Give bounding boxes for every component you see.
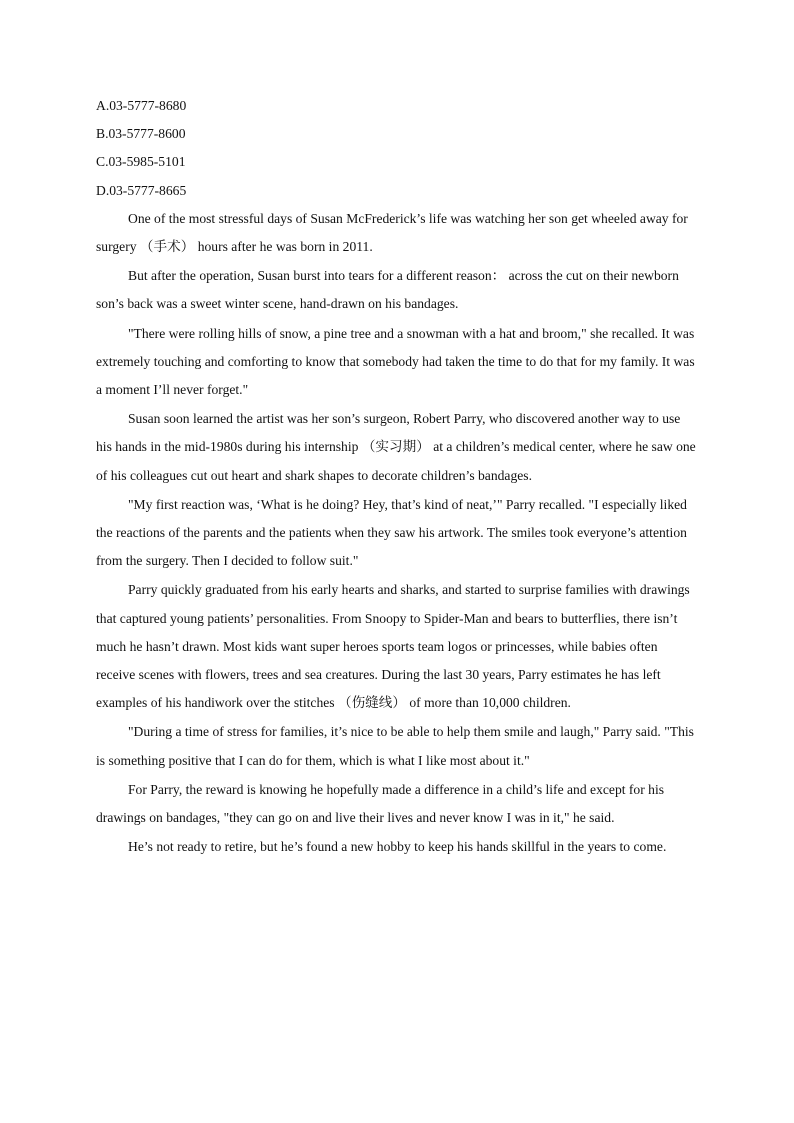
answer-options — [96, 92, 696, 205]
paragraph-7: "During a time of stress for families, it’s nice to be able to help them smile and laugh," Parry said. "This is something positive that I can do for them, which is what I like most about it." — [96, 724, 694, 768]
paragraph-5: "My first reaction was, ‘What is he doing? Hey, that’s kind of neat,’" Parry recalled. "I especially liked the reactions of the parents and the patients when they saw his artwork. The smiles took everyone’s attention from the surgery. Then I decided to follow suit." — [96, 496, 687, 569]
paragraph-8: For Parry, the reward is knowing he hopefully made a difference in a child’s life and except for his drawings on bandages, "they can go on and live their lives and never know I was in it," he said. — [96, 781, 665, 826]
paragraph-1: One of the most stressful days of Susan McFrederick’s life was watching her son get wheeled away for surgery （手术） hours after he was born in 2011. — [96, 210, 688, 255]
option-a: A.03-5777-8680 — [96, 98, 187, 113]
option-c: C.03-5985-5101 — [96, 154, 186, 170]
paragraph-6: Parry quickly graduated from his early hearts and sharks, and started to surprise families with drawings that captured young patients’ personalities. From Snoopy to Spider-Man and bears to butterflies, there isn’t much he hasn’t drawn. Most kids want super heroes sports team logos or princesses, while babies often receive scenes with flowers, trees and sea creatures. During the last 30 years, Parry estimates he has left examples of his handiwork over the stitches （伤缝线） of more than 10,000 children. — [96, 582, 690, 711]
paragraph-3: "There were rolling hills of snow, a pine tree and a snowman with a hat and broom," she recalled. It was extremely touching and comforting to know that somebody had taken the time to do that for my family. It was a moment I’ll never forget." — [96, 325, 695, 398]
option-d: D.03-5777-8665 — [96, 182, 187, 198]
document-page — [96, 92, 696, 861]
paragraph-9: He’s not ready to retire, but he’s found a new hobby to keep his hands skillful in the years to come. — [128, 839, 667, 855]
option-b: B.03-5777-8600 — [96, 126, 186, 142]
paragraph-4: Susan soon learned the artist was her son’s surgeon, Robert Parry, who discovered another way to use his hands in the mid-1980s during his internship （实习期） at a children’s medical center, where he saw one of his colleagues cut out heart and shark shapes to decorate children’s bandages. — [96, 411, 696, 483]
paragraph-2: But after the operation, Susan burst into tears for a different reason： across the cut on their newborn son’s back was a sweet winter scene, hand-drawn on his bandages. — [96, 268, 679, 312]
reading-passage — [96, 205, 696, 862]
